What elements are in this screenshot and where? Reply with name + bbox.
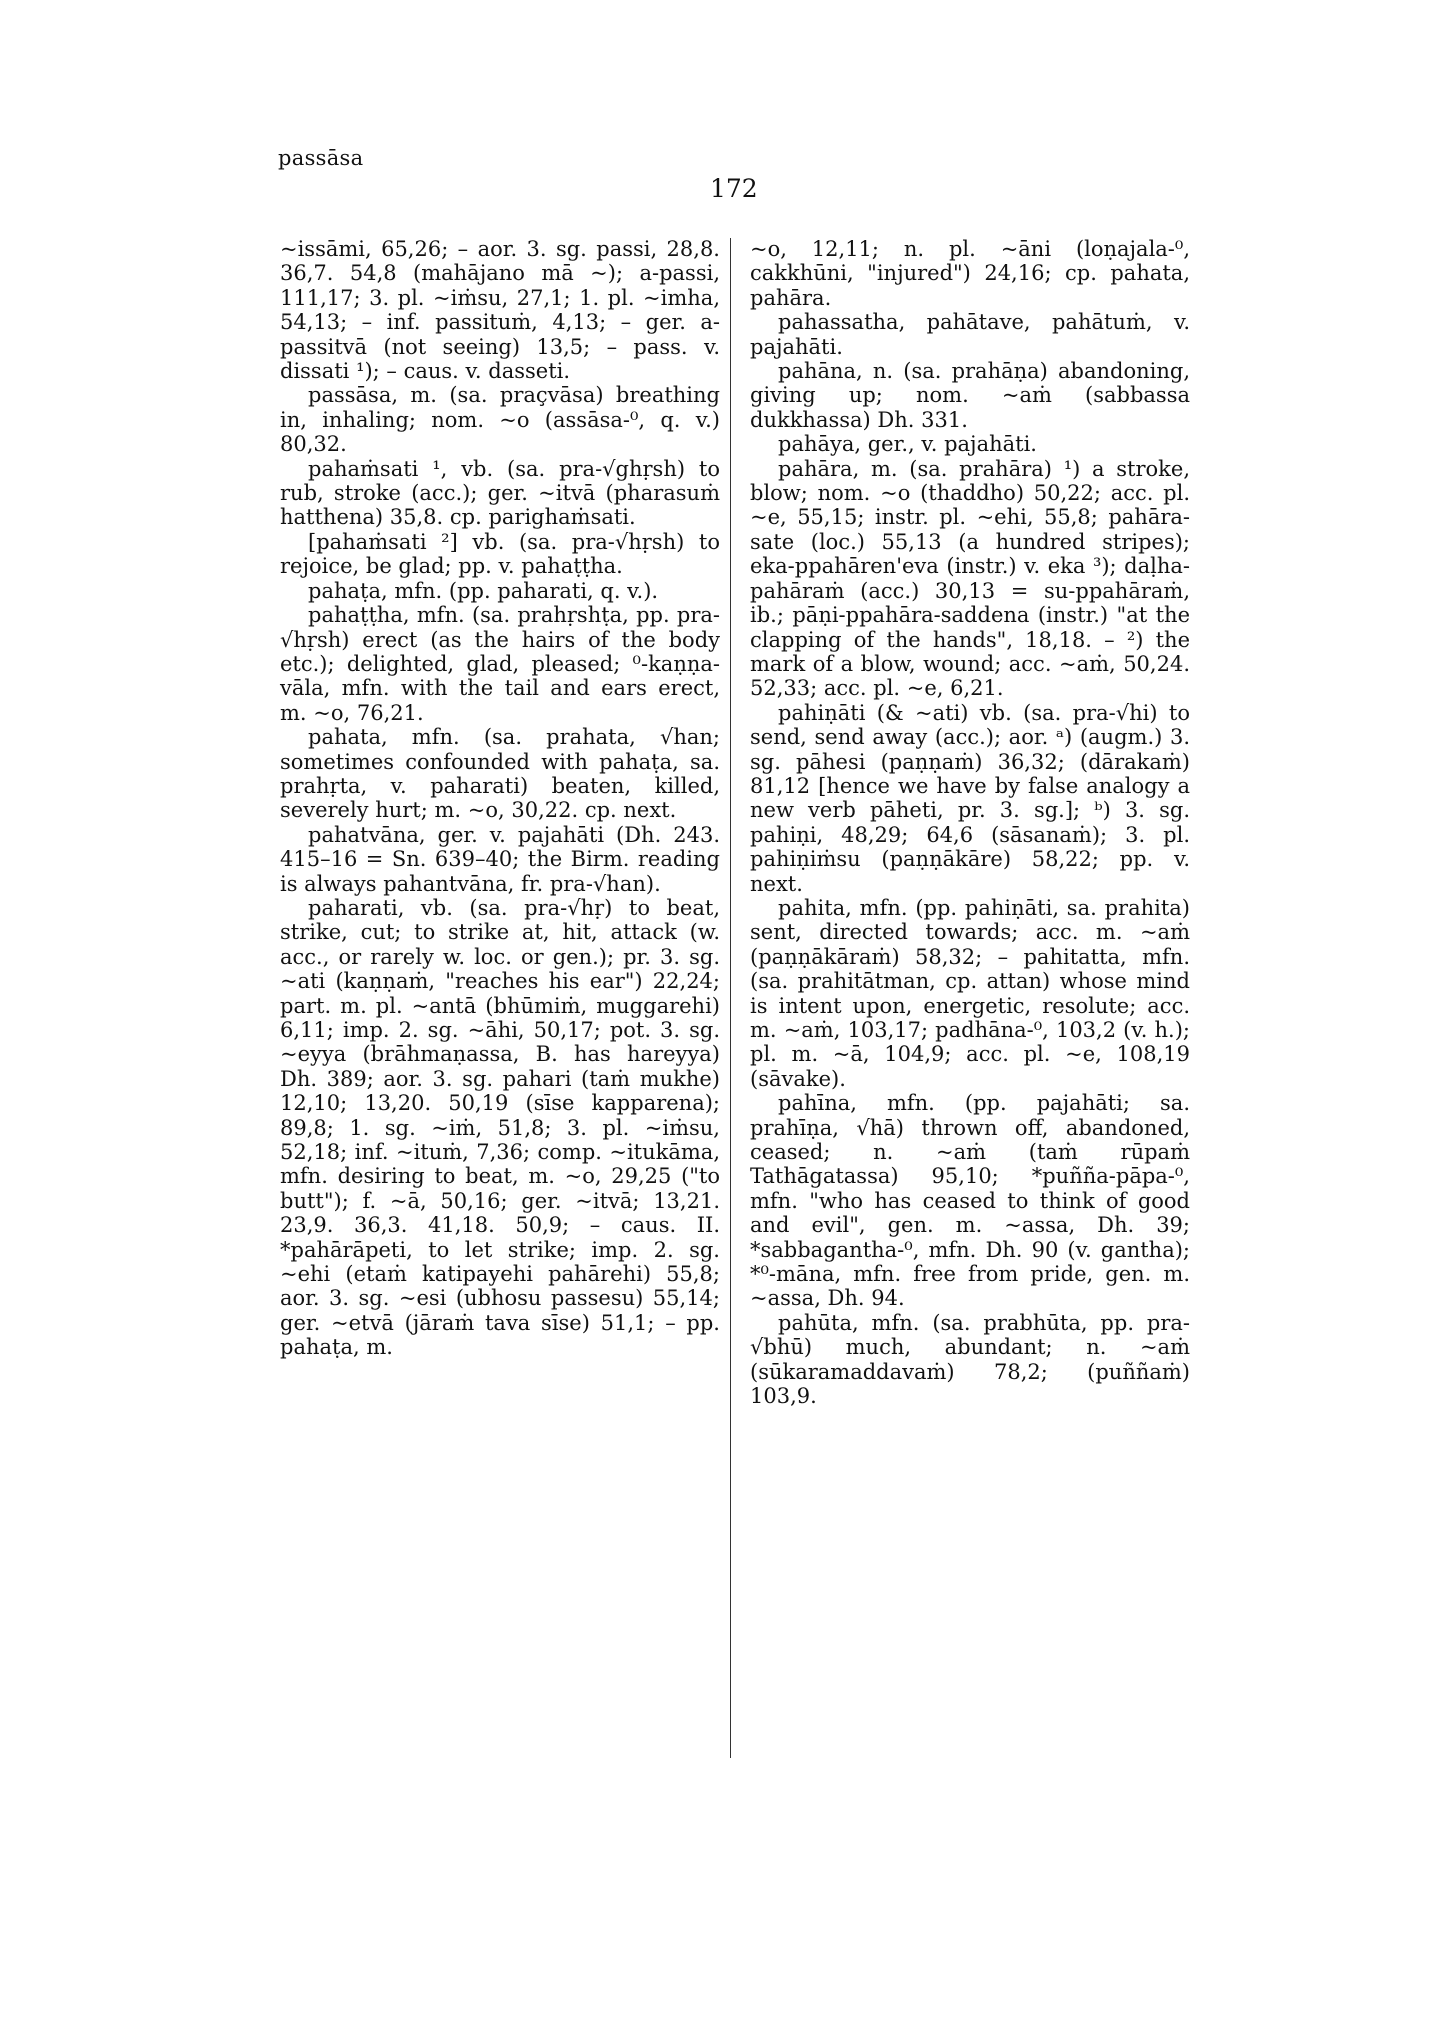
column-divider (730, 238, 731, 1758)
dictionary-entry: pahatvāna, ger. v. pajahāti (Dh. 243. 415–16 = Sn. 639–40; the Birm. reading is always pahantvāna, fr. pra-√han). (280, 822, 720, 896)
running-head: passāsa (278, 146, 364, 170)
dictionary-entry: ~issāmi, 65,26; – aor. 3. sg. passi, 28,8. 36,7. 54,8 (mahājano mā ~); a-passi, 111,17; 3. pl. ~iṁsu, 27,1; 1. pl. ~imha, 54,13; – inf. passituṁ, 4,13; – ger. a-passitvā (not seeing) 13,5; – pass. v. dissati ¹); – caus. v. dasseti. (280, 237, 720, 384)
dictionary-entry: pahata, mfn. (sa. prahata, √han; sometimes confounded with pahaṭa, sa. prahṛta, v. paharati) beaten, killed, severely hurt; m. ~o, 30,22. cp. next. (280, 725, 720, 823)
page-number: 172 (710, 174, 758, 203)
left-column (280, 237, 720, 1360)
dictionary-entry: pahūta, mfn. (sa. prabhūta, pp. pra-√bhū) much, abundant; n. ~aṁ (sūkaramaddavaṁ) 78,2; (puññaṁ) 103,9. (750, 1310, 1190, 1409)
dictionary-entry: [pahaṁsati ²] vb. (sa. pra-√hṛsh) to rejoice, be glad; pp. v. pahaṭṭha. (280, 529, 720, 579)
dictionary-entry: paharati, vb. (sa. pra-√hṛ) to beat, strike, cut; to strike at, hit, attack (w. acc., or rarely w. loc. or gen.); pr. 3. sg. ~ati (kaṇṇaṁ, "reaches his ear") 22,24; part. m. pl. ~antā (bhūmiṁ, muggarehi) 6,11; imp. 2. sg. ~āhi, 50,17; pot. 3. sg. ~eyya (brāhmaṇassa, B. has hareyya) Dh. 389; aor. 3. sg. pahari (taṁ mukhe) 12,10; 13,20. 50,19 (sīse kapparena); 89,8; 1. sg. ~iṁ, 51,8; 3. pl. ~iṁsu, 52,18; inf. ~ituṁ, 7,36; comp. ~itukāma, mfn. desiring to beat, m. ~o, 29,25 ("to butt"); f. ~ā, 50,16; ger. ~itvā; 13,21. 23,9. 36,3. 41,18. 50,9; – caus. II. *pahārāpeti, to let strike; imp. 2. sg. ~ehi (etaṁ katipayehi pahārehi) 55,8; aor. 3. sg. ~esi (ubhosu passesu) 55,14; ger. ~etvā (jāraṁ tava sīse) 51,1; – pp. pahaṭa, m. (280, 895, 720, 1360)
dictionary-entry: pahassatha, pahātave, pahātuṁ, v. pajahāti. (750, 310, 1190, 359)
dictionary-entry: pahaṭṭha, mfn. (sa. prahṛshṭa, pp. pra-√hṛsh) erect (as the hairs of the body etc.); delighted, glad, pleased; ⁰-kaṇṇa-vāla, mfn. with the tail and ears erect, m. ~o, 76,21. (280, 603, 720, 725)
dictionary-entry: passāsa, m. (sa. praçvāsa) breathing in, inhaling; nom. ~o (assāsa-⁰, q. v.) 80,32. (280, 383, 720, 457)
dictionary-entry: ~o, 12,11; n. pl. ~āni (loṇajala-⁰, cakkhūni, "injured") 24,16; cp. pahata, pahāra. (750, 237, 1190, 310)
dictionary-entry: pahaṁsati ¹, vb. (sa. pra-√ghṛsh) to rub, stroke (acc.); ger. ~itvā (pharasuṁ hatthena) 35,8. cp. parighaṁsati. (280, 456, 720, 530)
dictionary-entry: pahāya, ger., v. pajahāti. (778, 432, 1037, 457)
dictionary-entry: pahāna, n. (sa. prahāṇa) abandoning, giving up; nom. ~aṁ (sabbassa dukkhassa) Dh. 331. (750, 359, 1190, 432)
dictionary-entry: pahaṭa, mfn. (pp. paharati, q. v.). (308, 578, 659, 603)
dictionary-entry: pahīna, mfn. (pp. pajahāti; sa. prahīṇa, √hā) thrown off, abandoned, ceased; n. ~aṁ (taṁ rūpaṁ Tathāgatassa) 95,10; *puñña-pāpa-⁰, mfn. "who has ceased to think of good and evil", gen. m. ~assa, Dh. 39; *sabbagantha-⁰, mfn. Dh. 90 (v. gantha); *⁰-māna, mfn. free from pride, gen. m. ~assa, Dh. 94. (750, 1091, 1190, 1311)
dictionary-entry: pahiṇāti (& ~ati) vb. (sa. pra-√hi) to send, send away (acc.); aor. ᵃ) (augm.) 3. sg. pāhesi (paṇṇaṁ) 36,32; (dārakaṁ) 81,12 [hence we have by false analogy a new verb pāheti, pr. 3. sg.]; ᵇ) 3. sg. pahiṇi, 48,29; 64,6 (sāsanaṁ); 3. pl. pahiṇiṁsu (paṇṇākāre) 58,22; pp. v. next. (750, 700, 1190, 896)
dictionary-entry: pahāra, m. (sa. prahāra) ¹) a stroke, blow; nom. ~o (thaddho) 50,22; acc. pl. ~e, 55,15; instr. pl. ~ehi, 55,8; pahāra-sate (loc.) 55,13 (a hundred stripes); eka-ppahāren'eva (instr.) v. eka ³); daḷha-pahāraṁ (acc.) 30,13 = su-ppahāraṁ, ib.; pāṇi-ppahāra-saddena (instr.) "at the clapping of the hands", 18,18. – ²) the mark of a blow, wound; acc. ~aṁ, 50,24. 52,33; acc. pl. ~e, 6,21. (750, 456, 1190, 701)
right-column (750, 237, 1190, 1409)
dictionary-entry: pahita, mfn. (pp. pahiṇāti, sa. prahita) sent, directed towards; acc. m. ~aṁ (paṇṇākāraṁ) 58,32; – pahitatta, mfn. (sa. prahitātman, cp. attan) whose mind is intent upon, energetic, resolute; acc. m. ~aṁ, 103,17; padhāna-⁰, 103,2 (v. h.); pl. m. ~ā, 104,9; acc. pl. ~e, 108,19 (sāvake). (750, 895, 1190, 1091)
